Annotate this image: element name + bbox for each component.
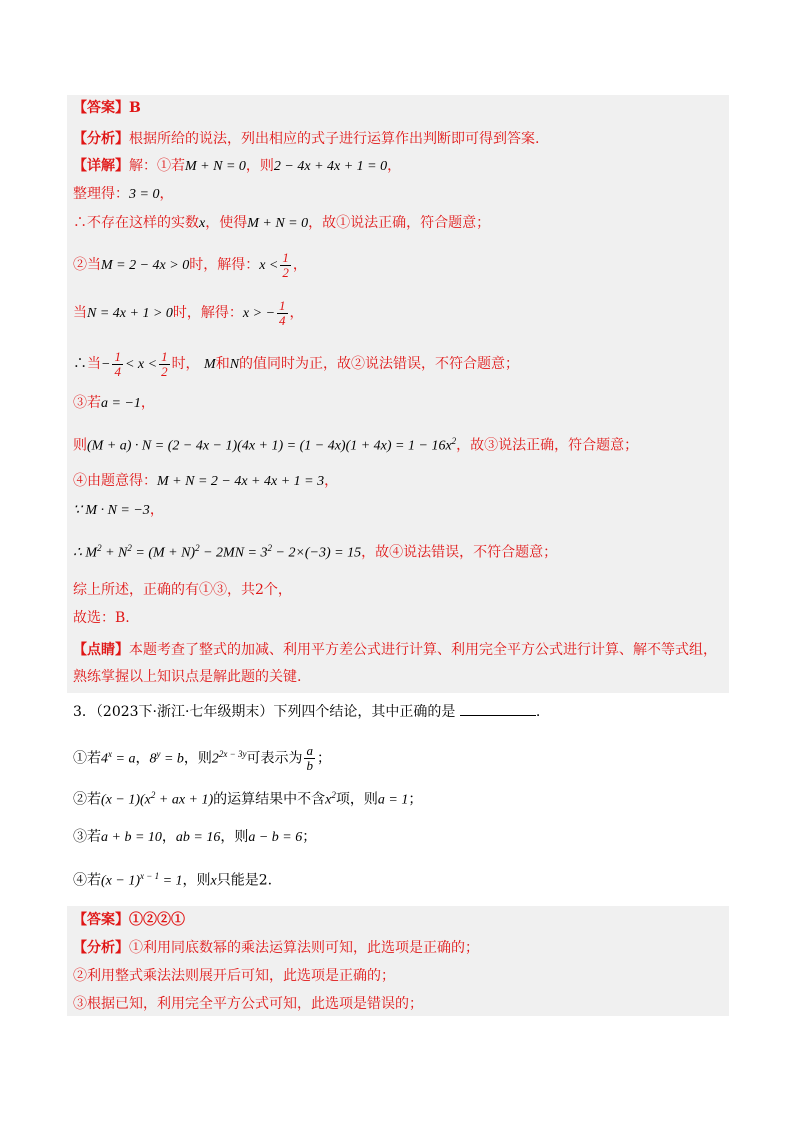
q2-point-line1: 【点睛】本题考查了整式的加减、利用平方差公式进行计算、利用完全平方公式进行计算、解不等式组， (73, 642, 717, 658)
q3-option3: ③若a + b = 10，ab = 16，则a − b = 6； (73, 829, 317, 845)
fraction: $\frac{a}{b}$ (306, 743, 313, 774)
q2-point-line2: 熟练掌握以上知识点是解此题的关键. (73, 669, 302, 685)
q2-answer: 【答案】B (73, 100, 141, 116)
fraction: $\frac{1}{2}$ (282, 249, 289, 280)
q2-detail-line8: 则$(M + a) \cdot N = (2 - 4x - 1)(4x + 1) = (1 - 4x)(1 + 4x) = 1 - 16x^2$，故③说法正确，符合题意； (73, 436, 639, 454)
q2-conclusion: 综上所述，正确的有①③，共2个， (73, 582, 292, 598)
q2-detail-line11: ∴ $M^2 + N^2 = (M + N)^2 - 2MN = 3^2 - 2\times(-3) = 15$，故④说法错误，不符合题意； (73, 543, 558, 561)
q2-detail-line4: ②当M = 2 − 4x > 0时，解得：x < $\frac{1}{2}$ ， (73, 249, 307, 280)
fraction: $\frac{1}{4}$ (279, 297, 286, 328)
answer-blank (460, 703, 536, 716)
q2-detail-line1: 【详解】解：①若M + N = 0，则2 − 4x + 4x + 1 = 0， (73, 158, 402, 174)
q3-option2: ②若$(x - 1)(x^2$ + ax + 1)的运算结果中不含$x^2$项，则a = 1； (73, 790, 423, 808)
q3-answer: 【答案】①②②① (73, 912, 185, 928)
q2-analysis: 【分析】根据所给的说法，列出相应的式子进行运算作出判断即可得到答案. (73, 131, 540, 147)
q2-detail-line6: ∴当− $\frac{1}{4}$ < x < $\frac{1}{2}$ 时， M和N的值同时为正，故②说法错误，不符合题意； (73, 348, 520, 379)
q2-choice: 故选：B. (73, 610, 130, 626)
q2-detail-line5: 当N = 4x + 1 > 0时，解得：x > − $\frac{1}{4}$ ， (73, 297, 304, 328)
q2-detail-line7: ③若a = −1， (73, 395, 155, 411)
q3-option4: ④若$(x - 1)^{x - 1} = 1$，则x只能是2. (73, 871, 273, 889)
q3-analysis-line1: 【分析】①利用同底数幂的乘法运算法则可知，此选项是正确的； (73, 940, 479, 956)
q2-detail-line3: ∴不存在这样的实数x，使得M + N = 0，故①说法正确，符合题意； (73, 215, 491, 231)
q2-detail-line9: ④由题意得：M + N = 2 − 4x + 4x + 1 = 3， (73, 473, 339, 489)
fraction: $\frac{1}{4}$ (114, 348, 121, 379)
q2-detail-line2: 整理得：3 = 0， (73, 186, 174, 202)
q3-stem: 3．（2023下·浙江·七年级期末）下列四个结论，其中正确的是 . (73, 704, 541, 720)
q3-analysis-line2: ②利用整式乘法法则展开后可知，此选项是正确的； (73, 968, 395, 984)
q2-detail-line10: ∵ M · N = −3， (73, 502, 164, 518)
q3-analysis-line3: ③根据已知，利用完全平方公式可知，此选项是错误的； (73, 996, 423, 1012)
q3-option1: ①若$4^x = a$，$8^y = b$，则$2^{2x - 3y}$可表示为 $\frac{a}{b}$ ； (73, 743, 331, 774)
fraction: $\frac{1}{2}$ (161, 348, 168, 379)
